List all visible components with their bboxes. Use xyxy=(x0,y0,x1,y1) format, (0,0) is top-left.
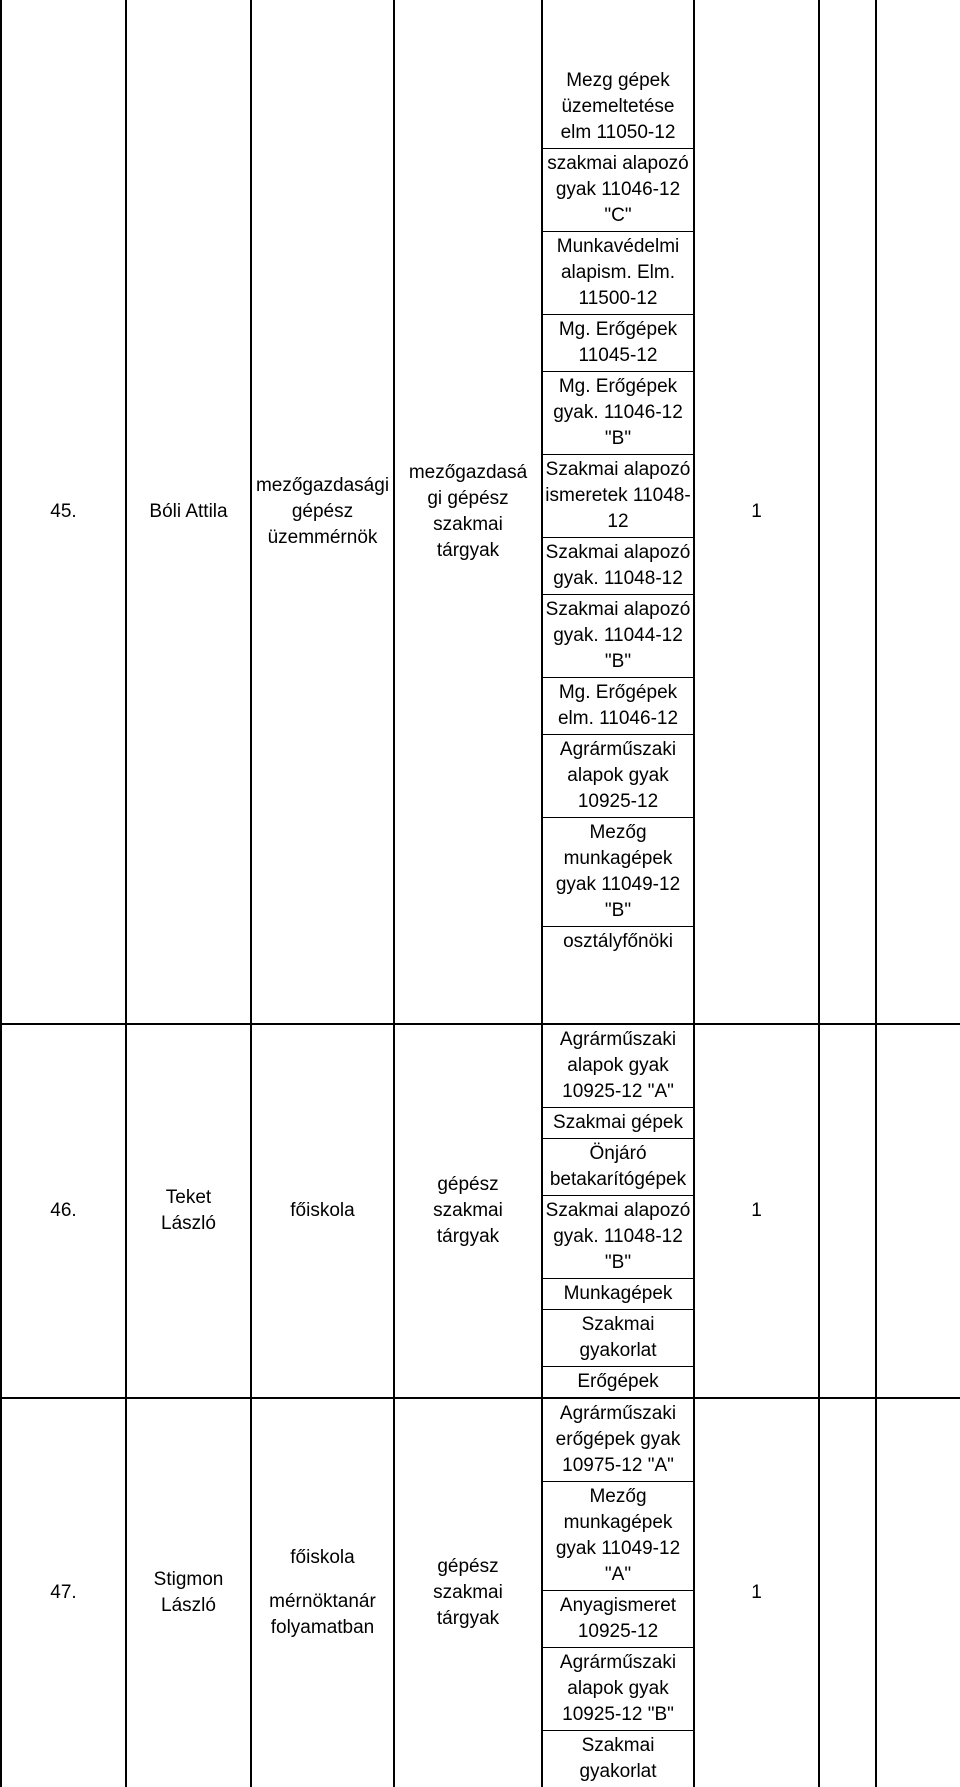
subject-item xyxy=(543,66,693,148)
subject-item xyxy=(543,1278,693,1309)
qualification-line: mezőgazdasági xyxy=(255,474,390,496)
subject-item-line: gyakorlat xyxy=(579,1340,657,1361)
subject-item-line: osztályfőnöki xyxy=(563,931,673,952)
subject-item-line: alapok gyak xyxy=(567,765,669,786)
subject-category-line: tárgyak xyxy=(436,539,500,561)
subject-item xyxy=(543,1309,693,1366)
subject-item-line: 10925-12 "A" xyxy=(562,1081,674,1102)
qualification-line: gépész xyxy=(291,500,354,522)
subject-item xyxy=(543,314,693,371)
subjects-list xyxy=(543,1399,693,1787)
subject-item-line: gyakorlat xyxy=(579,1761,657,1782)
row-number: 46. xyxy=(1,1024,126,1398)
qualification xyxy=(251,1024,394,1398)
subject-category-line: szakmai xyxy=(433,513,503,535)
subject-item xyxy=(543,1481,693,1590)
subject-item-line: ismeretek 11048- xyxy=(545,485,691,506)
qualification xyxy=(251,1398,394,1787)
subject-item xyxy=(543,537,693,594)
table-row xyxy=(1,0,960,1024)
subject-item-line: betakarítógépek xyxy=(549,1169,687,1190)
subject-item-line: Mezőg xyxy=(589,1486,647,1507)
subject-item-line: Szakmai xyxy=(581,1314,655,1335)
subject-item-line: Mezőg xyxy=(589,822,647,843)
subject-item-line: Agrárműszaki xyxy=(559,1029,677,1050)
subject-item-line: alapok gyak xyxy=(567,1055,669,1076)
subject-item-line: 11500-12 xyxy=(578,288,658,309)
subject-item-line: 10925-12 xyxy=(577,1621,659,1642)
teacher-name-line: Bóli Attila xyxy=(149,500,228,522)
subject-item xyxy=(543,1647,693,1730)
subject-item xyxy=(543,677,693,734)
qualification xyxy=(251,0,394,1024)
teacher-name xyxy=(126,0,251,1024)
qualification-line: mérnöktanár xyxy=(269,1591,376,1612)
subject-item-line: Munkavédelmi xyxy=(556,236,680,257)
subject-item-line: gyak 11049-12 xyxy=(555,1538,681,1559)
count-cell: 1 xyxy=(694,1024,819,1398)
subject-item-line: elm 11050-12 xyxy=(560,122,676,143)
subject-item xyxy=(543,1730,693,1787)
qualification-line: főiskola xyxy=(290,1547,355,1568)
subject-item-line: Mg. Erőgépek xyxy=(558,319,678,340)
subject-item xyxy=(543,1399,693,1481)
subject-item xyxy=(543,1025,693,1107)
subject-item-line: Önjáró xyxy=(589,1143,647,1164)
subject-item xyxy=(543,817,693,926)
subject-item-line: 10975-12 "A" xyxy=(562,1455,674,1476)
subject-item-line: gyak. 11048-12 xyxy=(553,1226,683,1247)
subject-item-line: Mg. Erőgépek xyxy=(558,376,678,397)
table-row xyxy=(1,1398,960,1787)
subject-item-line: munkagépek xyxy=(563,1512,673,1533)
subjects-list xyxy=(543,1025,693,1397)
subject-category xyxy=(394,0,542,1024)
subject-item-line: Szakmai xyxy=(581,1735,655,1756)
empty-cell xyxy=(819,0,876,1024)
subject-item xyxy=(543,231,693,314)
subject-item-line: Mezg gépek xyxy=(566,70,670,91)
subject-item-line: "B" xyxy=(604,900,632,921)
teacher-name-line: Teket xyxy=(165,1187,212,1208)
subject-item-line: "B" xyxy=(604,651,632,672)
subject-item-line: Erőgépek xyxy=(577,1371,659,1392)
subject-item xyxy=(543,594,693,677)
subject-item-line: gyak 11046-12 xyxy=(555,179,681,200)
subject-item-line: Szakmai alapozó xyxy=(545,459,691,480)
subjects-cell xyxy=(542,1398,694,1787)
subject-item xyxy=(543,734,693,817)
subject-item-line: Agrárműszaki xyxy=(559,1403,677,1424)
subject-item-line: gyak 11049-12 xyxy=(555,874,681,895)
subject-item-line: Szakmai alapozó xyxy=(545,1200,691,1221)
teacher-name-line: László xyxy=(161,1213,216,1234)
teacher-name-line: Stigmon xyxy=(153,1569,224,1590)
qualification-line: folyamatban xyxy=(270,1617,375,1638)
subject-category-line: gi gépész xyxy=(427,487,509,509)
subject-category xyxy=(394,1024,542,1398)
empty-cell xyxy=(819,1024,876,1398)
teacher-name-line: László xyxy=(161,1595,216,1616)
subject-item-line: Anyagismeret xyxy=(559,1595,677,1616)
subject-item-line: Szakmai alapozó xyxy=(545,599,691,620)
subject-category-line: tárgyak xyxy=(436,1608,500,1629)
empty-cell xyxy=(876,0,960,1024)
subject-item-line: Szakmai alapozó xyxy=(545,542,691,563)
subject-category-line: szakmai xyxy=(433,1200,503,1221)
subject-item-line: "C" xyxy=(604,205,632,226)
count-cell: 1 xyxy=(694,0,819,1024)
row-number: 47. xyxy=(1,1398,126,1787)
subject-item xyxy=(543,371,693,454)
subjects-cell xyxy=(542,0,694,1024)
subject-item-line: gyak. 11048-12 xyxy=(553,568,683,589)
subject-item-line: üzemeltetése xyxy=(561,96,675,117)
subject-item-line: 12 xyxy=(607,511,629,532)
subject-item-line: "A" xyxy=(604,1564,632,1585)
subject-item xyxy=(543,1590,693,1647)
subjects-cell xyxy=(542,1024,694,1398)
qualification-line xyxy=(252,1571,393,1589)
subject-item-line: Agrárműszaki xyxy=(559,1652,677,1673)
qualification-line: üzemmérnök xyxy=(267,526,378,548)
subject-item-line: gyak. 11046-12 xyxy=(553,402,683,423)
subjects-list xyxy=(543,66,693,957)
subject-item-line: Munkagépek xyxy=(563,1283,673,1304)
subject-item-line: 10925-12 xyxy=(577,791,659,812)
subject-item-line: munkagépek xyxy=(563,848,673,869)
subject-category-line: gépész xyxy=(437,1174,499,1195)
subject-item xyxy=(543,148,693,231)
subject-item xyxy=(543,454,693,537)
subject-item-line: gyak. 11044-12 xyxy=(553,625,683,646)
empty-cell xyxy=(819,1398,876,1787)
subject-item-line: "B" xyxy=(604,428,632,449)
subject-category-line: szakmai xyxy=(433,1582,503,1603)
subject-item-line: Agrárműszaki xyxy=(559,739,677,760)
empty-cell xyxy=(876,1024,960,1398)
subject-item-line: 10925-12 "B" xyxy=(562,1704,674,1725)
subject-item xyxy=(543,1366,693,1397)
subject-item xyxy=(543,1138,693,1195)
subject-item-line: szakmai alapozó xyxy=(547,153,689,174)
table-row xyxy=(1,1024,960,1398)
subject-item xyxy=(543,1195,693,1278)
subject-item xyxy=(543,926,693,957)
subject-item-line: alapok gyak xyxy=(567,1678,669,1699)
subject-category-line: gépész xyxy=(437,1556,499,1577)
subject-item-line: erőgépek gyak xyxy=(555,1429,681,1450)
count-cell: 1 xyxy=(694,1398,819,1787)
subject-item-line: 11045-12 xyxy=(578,345,658,366)
subject-category xyxy=(394,1398,542,1787)
empty-cell xyxy=(876,1398,960,1787)
subject-item-line: elm. 11046-12 xyxy=(557,708,679,729)
subject-item-line: alapism. Elm. xyxy=(560,262,676,283)
subject-category-line: tárgyak xyxy=(436,1226,500,1247)
subject-item xyxy=(543,1107,693,1138)
subject-item-line: Szakmai gépek xyxy=(553,1112,683,1133)
row-number: 45. xyxy=(1,0,126,1024)
subject-item-line: Mg. Erőgépek xyxy=(558,682,678,703)
subject-category-line: mezőgazdasá xyxy=(408,461,528,483)
qualification-line: főiskola xyxy=(290,1200,355,1221)
teacher-name xyxy=(126,1398,251,1787)
teacher-name xyxy=(126,1024,251,1398)
subject-item-line: "B" xyxy=(604,1252,632,1273)
